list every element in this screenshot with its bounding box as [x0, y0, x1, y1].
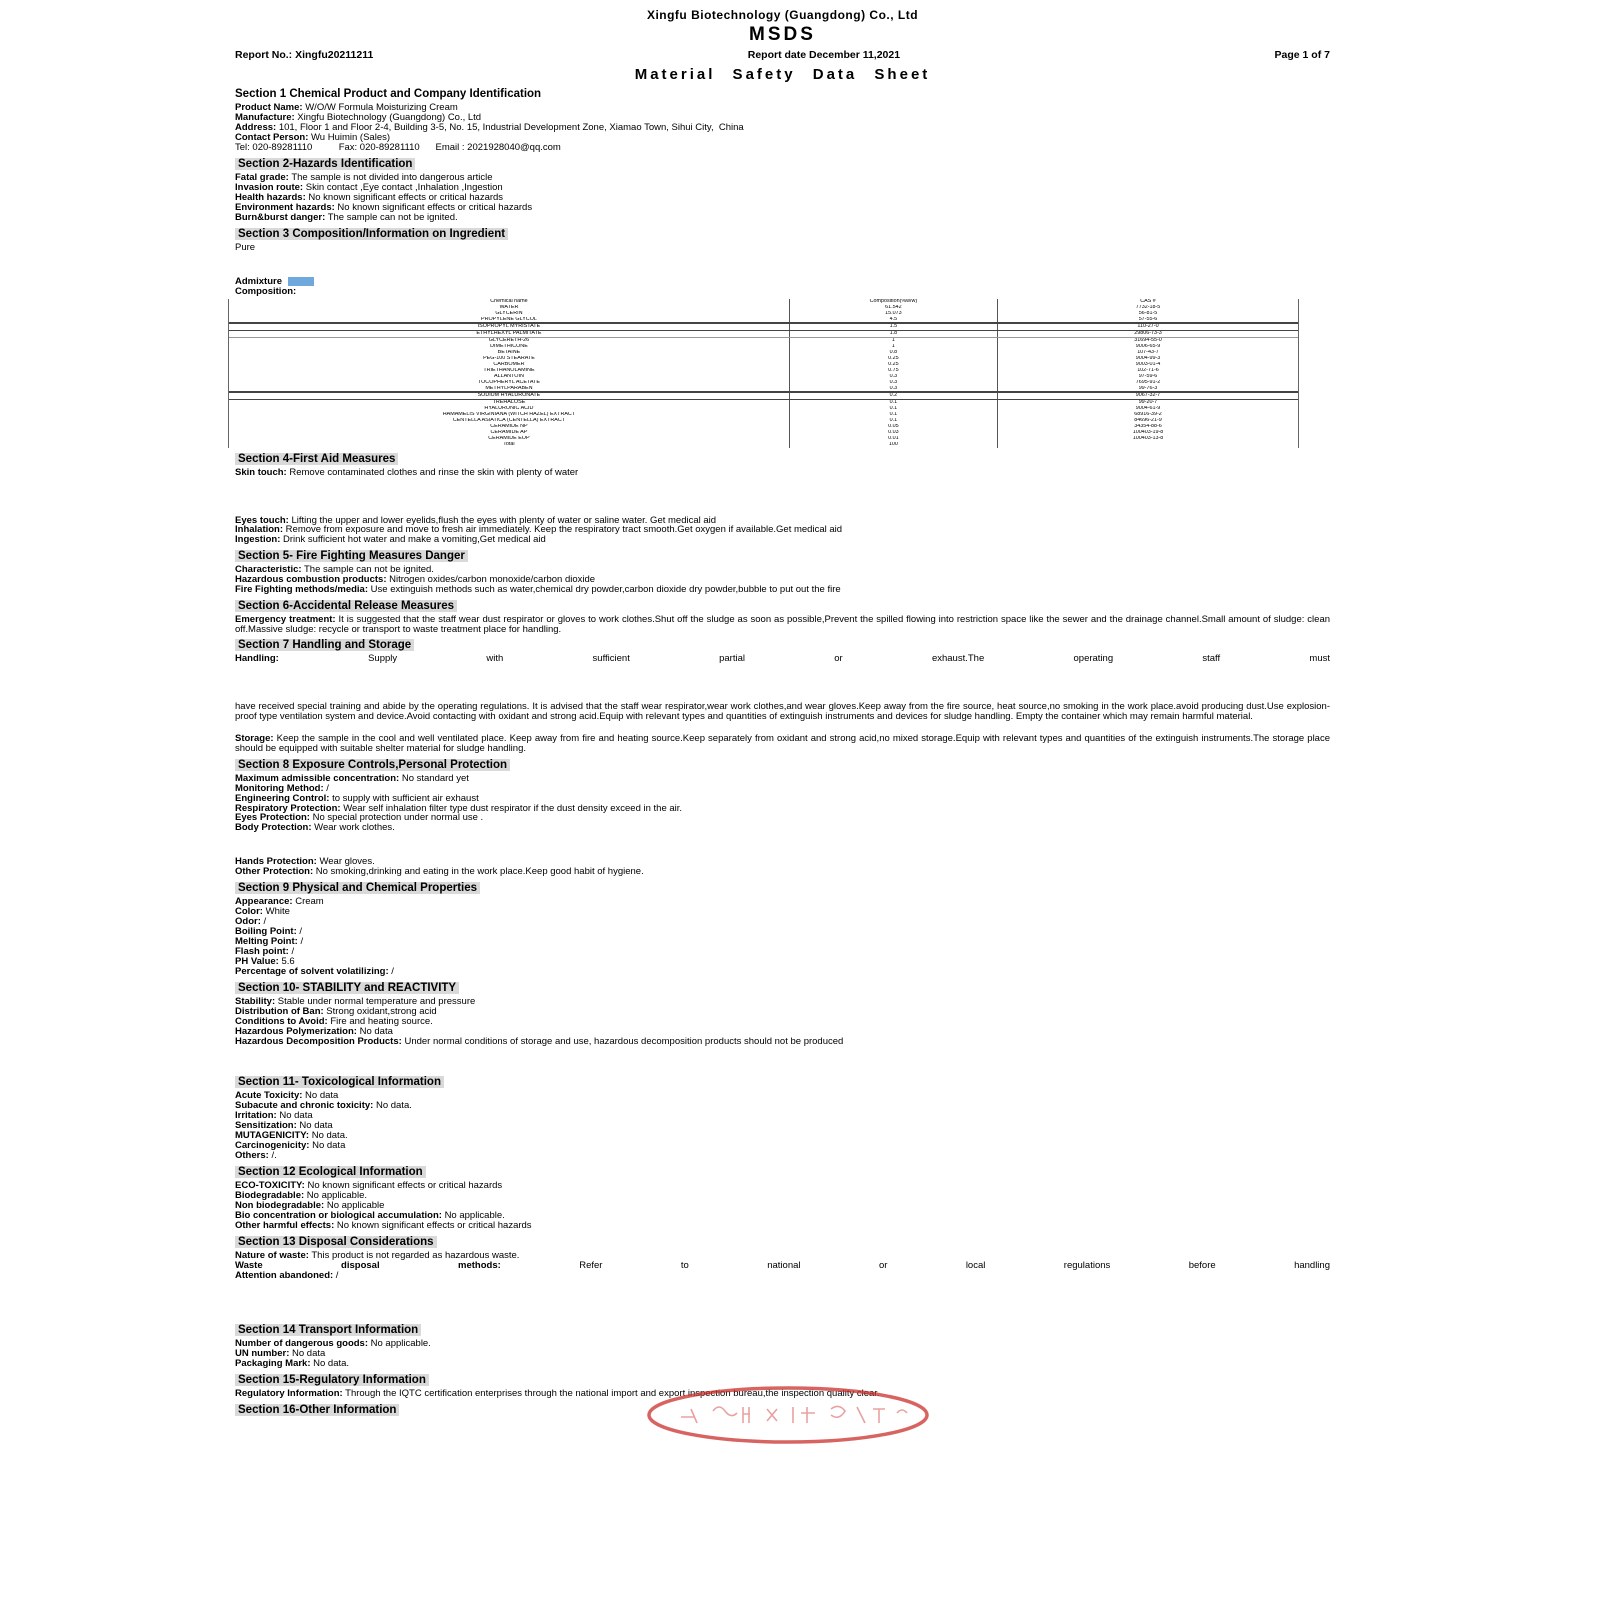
paragraph: [235, 1037, 1330, 1047]
table-cell-pct: 1: [789, 344, 998, 350]
table-cell-cas: 100403-19-8: [1132, 429, 1164, 435]
section-heading-row: [235, 1236, 1330, 1249]
field-value: Through the IQTC certification enterprises through the national import and export inspection bureau,the inspection quality clear.: [345, 1387, 880, 1399]
field-value: Pure: [235, 241, 256, 253]
field-line: [235, 897, 1330, 907]
field-value: Keep the sample in the cool and well ventilated place. Keep away from fire and heating source.Keep separately from oxidant and strong acid,no mixed storage.Equip with relevant types and quantities of the extinguish instruments.The storage place should be equipped with suitable shelter material for sludge handling.: [235, 732, 1333, 754]
field-value: 101, Floor 1 and Floor 2-4, Building 3-5, No. 15, Industrial Development Zone, Xiamao Town, Sihui City, China: [278, 122, 744, 133]
field-label: Subacute and chronic toxicity:: [235, 1099, 374, 1111]
table-cell-cas: 100403-13-8: [1132, 435, 1164, 441]
field-label: Engineering Control:: [235, 792, 330, 804]
field-label: Handling:: [235, 653, 279, 665]
section-heading: Section 9 Physical and Chemical Properties: [235, 882, 480, 894]
field-label: Environment hazards:: [235, 201, 335, 213]
field-label: PH Value:: [235, 956, 279, 968]
section-heading: Section 11- Toxicological Information: [235, 1076, 444, 1088]
section-heading-row: [235, 982, 1330, 995]
table-cell-name: HAMAMELIS VIRGINIANA (WITCH HAZEL) EXTRACT: [442, 412, 576, 418]
table-header-cell: Composition(%w/w): [789, 299, 998, 305]
table-cell-pct: 15.073: [789, 311, 998, 317]
report-date: Report date December 11,2021: [747, 49, 901, 61]
field-line: [235, 1111, 1330, 1121]
field-value: Use extinguish methods such as water,chemical dry powder,carbon dioxide dry powder,bubble to put out the fire: [370, 583, 841, 595]
field-label: Other Protection:: [235, 866, 314, 878]
field-label: Eyes Protection:: [235, 812, 310, 824]
table-cell-cas: [998, 442, 1298, 448]
table-cell-name: Total: [503, 441, 515, 447]
field-line: [235, 1151, 1330, 1161]
field-line: [235, 813, 1330, 823]
field-label: Emergency treatment:: [235, 613, 336, 625]
table-cell-pct: 1.8: [789, 331, 998, 337]
company-name: Xingfu Biotechnology (Guangdong) Co., Ltd: [646, 8, 919, 22]
field-label: Address:: [235, 122, 277, 133]
field-value: Xingfu Biotechnology (Guangdong) Co., Ltd: [297, 112, 482, 123]
field-value: Wear self inhalation filter type dust respirator if the dust density exceed in the air.: [343, 802, 683, 814]
table-cell-name: PEG-100 STEARATE: [483, 355, 535, 361]
field-line: [235, 907, 1330, 917]
table-cell-pct: 1.5: [789, 324, 998, 330]
table-cell-cas: 107-43-7: [1137, 350, 1159, 356]
field-label: Nature of waste:: [235, 1249, 309, 1261]
table-cell-name: TREHALOSE: [492, 400, 526, 406]
table-cell-pct: 4.5: [789, 317, 998, 323]
table-cell-cas: 9067-32-7: [1135, 393, 1161, 399]
table-cell-pct: 0.75: [789, 368, 998, 374]
table-cell-name: PROPYLENE GLYCOL: [480, 316, 537, 322]
document-content: [235, 8, 1333, 1419]
field-label: Melting Point:: [235, 936, 298, 948]
field-label: Regulatory Information:: [235, 1387, 343, 1399]
field-line: [235, 213, 1330, 223]
section-heading-row: [235, 88, 1330, 101]
field-line: [235, 654, 1330, 664]
section-heading: Section 12 Ecological Information: [235, 1166, 426, 1178]
table-cell-pct: 0.3: [789, 380, 998, 386]
table-row: [229, 331, 1298, 338]
field-label: Boiling Point:: [235, 926, 297, 938]
field-value: The sample is not divided into dangerous article: [291, 171, 493, 183]
table-cell-name: CERAMIDE NP: [490, 423, 528, 429]
table-cell-name: ETHYLHEXYL PALMITATE: [476, 331, 542, 337]
field-value: /: [299, 926, 303, 938]
section-heading: Section 16-Other Information: [235, 1404, 399, 1416]
field-value: No data: [305, 1089, 339, 1101]
section-heading-row: [235, 228, 1330, 241]
paragraph: [235, 1389, 1330, 1399]
paragraph: [235, 732, 1333, 754]
field-line: [235, 774, 1330, 784]
field-label: Composition:: [235, 285, 297, 297]
spacer: [235, 478, 1330, 516]
table-cell-cas: 7695-91-2: [1135, 379, 1161, 385]
section-heading: Section 1 Chemical Product and Company Identification: [235, 88, 542, 100]
doc-type: MSDS: [749, 24, 816, 45]
field-label: Product Name:: [235, 102, 303, 113]
field-value: No data: [312, 1139, 346, 1151]
table-cell-pct: 0.8: [789, 350, 998, 356]
field-line: [235, 1191, 1330, 1201]
table-cell-name: GLYCERETH-26: [488, 338, 530, 344]
paragraph: [235, 585, 1330, 595]
field-value: Remove contaminated clothes and rinse the skin with plenty of water: [289, 466, 579, 478]
field-value: /: [300, 936, 304, 948]
section-heading-row: [235, 600, 1330, 613]
report-number: Report No.: Xingfu20211211: [235, 49, 374, 61]
table-cell-name: SODIUM HYALURONATE: [477, 393, 541, 399]
paragraph: [235, 702, 1330, 722]
table-cell-pct: 0.1: [789, 412, 998, 418]
section-heading-row: [235, 882, 1330, 895]
table-cell-pct: 0.01: [789, 436, 998, 442]
table-cell-name: GLYCERIN: [495, 310, 523, 316]
section-heading: Section 13 Disposal Considerations: [235, 1236, 437, 1248]
field-value: /: [263, 916, 267, 928]
field-label: Hazardous Decomposition Products:: [235, 1036, 402, 1048]
field-value: Lifting the upper and lower eyelids,flush the eyes with plenty of water or saline water. Get medical aid: [291, 514, 717, 526]
section-heading: Section 2-Hazards Identification: [235, 158, 415, 170]
field-line: [235, 937, 1330, 947]
field-label: Percentage of solvent volatilizing:: [235, 966, 389, 978]
table-cell-pct: 0.1: [789, 406, 998, 412]
table-cell-pct: 0.3: [789, 386, 998, 392]
spacer: [235, 833, 1330, 857]
table-row: [229, 442, 1298, 448]
field-label: Hands Protection:: [235, 856, 317, 868]
field-value: Refer to national or local regulations before handling: [579, 1259, 1330, 1271]
section-heading: Section 15-Regulatory Information: [235, 1374, 429, 1386]
table-cell-cas: 68916-39-2: [1134, 412, 1162, 418]
field-label: Health hazards:: [235, 191, 306, 203]
report-line: [235, 49, 1330, 61]
table-cell-name: ALLANTOIN: [494, 373, 524, 379]
field-value: It is suggested that the staff wear dust respirator or gloves to work clothes.Shut off the sludge as soon as possible,Prevent the spilled flowing into restriction space like the sewer and the drainage channel.Small amount of sludge: clean off.Massive sludge: recycle or transport to waste treatment place for handling.: [235, 613, 1333, 635]
field-value: W/O/W Formula Moisturizing Cream: [305, 102, 458, 113]
field-value: Tel: 020-89281110 Fax: 020-89281110 Email : 2021928040@qq.com: [235, 141, 561, 153]
table-header-cell: Chemical name: [490, 298, 528, 304]
field-line: [235, 947, 1330, 957]
field-value: Nitrogen oxides/carbon monoxide/carbon dioxide: [389, 574, 596, 586]
field-label: Ingestion:: [235, 534, 281, 546]
field-label: Appearance:: [235, 896, 293, 908]
field-value: /: [291, 946, 295, 958]
field-value: No applicable.: [370, 1337, 431, 1349]
field-label: Burn&burst danger:: [235, 211, 326, 223]
section-heading: Section 3 Composition/Information on Ingredient: [235, 228, 508, 240]
table-row: [229, 392, 1298, 400]
field-value: This product is not regarded as hazardous waste.: [311, 1249, 520, 1261]
field-line: [235, 823, 1330, 833]
field-value: The sample can not be ignited.: [327, 211, 458, 223]
field-label: Acute Toxicity:: [235, 1089, 303, 1101]
field-line: [235, 1221, 1330, 1231]
table-cell-name: CENTELLA ASIATICA (CENTELLA) EXTRACT: [452, 418, 566, 424]
table-cell-pct: 1: [789, 338, 998, 344]
field-line: [235, 1131, 1330, 1141]
field-value: Cream: [295, 896, 324, 908]
section-heading-row: [235, 1374, 1330, 1387]
field-line: [235, 1339, 1330, 1349]
spacer: [235, 1281, 1330, 1319]
table-cell-cas: 9004-61-9: [1135, 406, 1161, 412]
field-value: /: [391, 966, 394, 978]
section-heading-row: [235, 550, 1330, 563]
paragraph: [235, 123, 1330, 133]
table-cell-name: TOCOPHERYL ACETATE: [477, 379, 540, 385]
field-label: Waste disposal methods:: [235, 1259, 501, 1271]
table-header-cell: CAS #: [1140, 298, 1156, 304]
table-cell-pct: 0.25: [789, 362, 998, 368]
field-line: [235, 243, 1330, 253]
section-heading: Section 7 Handling and Storage: [235, 639, 414, 651]
spacer: [235, 1047, 1330, 1071]
admixture-line: [235, 277, 1330, 287]
field-label: Hazardous combustion products:: [235, 574, 387, 586]
field-line: [235, 1271, 1330, 1281]
field-value: No data: [292, 1347, 326, 1359]
field-line: [235, 143, 1330, 153]
section-heading: Section 14 Transport Information: [235, 1324, 421, 1336]
field-value: No data: [279, 1109, 313, 1121]
field-value: Under normal conditions of storage and use, hazardous decomposition products should not be produced: [404, 1036, 844, 1048]
section-heading: Section 4-First Aid Measures: [235, 453, 398, 465]
field-label: ECO-TOXICITY:: [235, 1179, 305, 1191]
field-label: Irritation:: [235, 1109, 277, 1121]
table-cell-pct: 61.542: [789, 305, 998, 311]
section-heading-row: [235, 1404, 1330, 1417]
field-value: The sample can not be ignited.: [304, 564, 434, 576]
paragraph: [235, 867, 1330, 877]
field-value: Skin contact ,Eye contact ,Inhalation ,Ingestion: [305, 181, 503, 193]
table-cell-cas: 110-27-0: [1137, 324, 1159, 330]
field-label: Invasion route:: [235, 181, 304, 193]
table-cell-cas: 57-55-6: [1138, 316, 1158, 322]
section-heading-row: [235, 158, 1330, 171]
composition-table: [228, 299, 1299, 448]
field-label: Respiratory Protection:: [235, 802, 341, 814]
field-value: Stable under normal temperature and pressure: [277, 996, 476, 1008]
table-cell-pct: 0.05: [789, 424, 998, 430]
table-cell-cas: 99-76-3: [1138, 385, 1158, 391]
table-cell-name: CARBOMER: [493, 361, 525, 367]
field-label: Others:: [235, 1149, 269, 1161]
field-value: Remove from exposure and move to fresh air immediately. Keep the respiratory tract smooth.Get oxygen if available.Get medical aid: [285, 524, 843, 536]
field-value: Wear work clothes.: [314, 822, 395, 834]
table-cell-name: HYALURONIC ACID: [484, 406, 534, 412]
section-heading-row: [235, 1166, 1330, 1179]
table-cell-name: TRIETHANOLAMINE: [483, 367, 535, 373]
table-cell-pct: 0.1: [789, 418, 998, 424]
table-cell-cas: 56-81-5: [1138, 310, 1158, 316]
field-label: Stability:: [235, 996, 276, 1008]
field-label: Odor:: [235, 916, 261, 928]
field-value: Strong oxidant,strong acid: [326, 1006, 437, 1018]
field-value: to supply with sufficient air exhaust: [332, 792, 479, 804]
field-line: [235, 1017, 1330, 1027]
section-heading-row: [235, 759, 1330, 772]
field-value: Drink sufficient hot water and make a vomiting,Get medical aid: [283, 534, 546, 546]
table-cell-pct: 0.03: [789, 430, 998, 436]
field-line: [235, 1121, 1330, 1131]
field-value: No known significant effects or critical hazards: [336, 1219, 532, 1231]
table-cell-cas: 99-20-7: [1138, 400, 1158, 406]
field-value: Wear gloves.: [319, 856, 375, 868]
field-label: Non biodegradable:: [235, 1199, 325, 1211]
field-value: No data.: [313, 1357, 350, 1369]
field-label: MUTAGENICITY:: [235, 1129, 310, 1141]
field-line: [235, 1181, 1330, 1191]
field-label: Eyes touch:: [235, 514, 289, 526]
field-label: Characteristic:: [235, 564, 302, 576]
field-value: No data: [359, 1026, 393, 1038]
table-cell-name: ISOPROPYL MYRISTATE: [477, 324, 541, 330]
field-label: Maximum admissible concentration:: [235, 772, 400, 784]
section-heading: Section 5- Fire Fighting Measures Danger: [235, 550, 468, 562]
field-label: Distribution of Ban:: [235, 1006, 324, 1018]
field-label: Carcinogenicity:: [235, 1139, 310, 1151]
field-line: [235, 957, 1330, 967]
field-value: No data.: [311, 1129, 348, 1141]
table-cell-pct: 0.25: [789, 356, 998, 362]
field-line: [235, 927, 1330, 937]
table-cell-cas: 84696-21-9: [1134, 418, 1162, 424]
table-cell-name: METHYLPARABEN: [485, 385, 533, 391]
table-row: [229, 323, 1298, 331]
table-cell-pct: 0.2: [789, 393, 998, 399]
field-label: Hazardous Polymerization:: [235, 1026, 357, 1038]
table-cell-pct: 0.1: [789, 400, 998, 406]
page-number: Page 1 of 7: [1274, 49, 1330, 61]
field-line: [235, 535, 1330, 545]
field-label: Number of dangerous goods:: [235, 1337, 368, 1349]
field-label: Biodegradable:: [235, 1189, 305, 1201]
field-label: UN number:: [235, 1347, 290, 1359]
table-row: [229, 317, 1298, 324]
field-label: Monitoring Method:: [235, 782, 324, 794]
field-label: Fatal grade:: [235, 171, 289, 183]
field-value: No data.: [375, 1099, 412, 1111]
field-label: Inhalation:: [235, 524, 284, 536]
field-value: No known significant effects or critical hazards: [307, 1179, 503, 1191]
field-value: No smoking,drinking and eating in the work place.Keep good habit of hygiene.: [315, 866, 644, 878]
section-heading-row: [235, 639, 1330, 652]
field-value: /: [335, 1269, 339, 1281]
field-value: /: [326, 782, 329, 794]
field-value: 5.6: [281, 956, 295, 968]
table-cell-cas: 31694-55-0: [1134, 338, 1162, 344]
table-cell-cas: 9004-99-3: [1135, 355, 1161, 361]
field-label: Attention abandoned:: [235, 1269, 334, 1281]
field-line: [235, 917, 1330, 927]
table-row: [229, 386, 1298, 393]
field-line: [235, 967, 1330, 977]
field-label: Packaging Mark:: [235, 1357, 311, 1369]
table-cell-name: BETAINE: [497, 350, 521, 356]
field-value: No known significant effects or critical hazards: [337, 201, 533, 213]
table-cell-cas: 9003-01-4: [1135, 361, 1161, 367]
field-label: Other harmful effects:: [235, 1219, 335, 1231]
field-label: Manufacture:: [235, 112, 295, 123]
field-line: [235, 1101, 1330, 1111]
table-cell-cas: 9006-65-9: [1135, 344, 1161, 350]
field-label: Storage:: [235, 732, 274, 744]
table-cell-name: CERAMIDE AP: [490, 429, 528, 435]
field-label: Body Protection:: [235, 822, 312, 834]
field-value: Wu Huimin (Sales): [311, 131, 391, 143]
paragraph: [235, 613, 1333, 635]
section-heading-row: [235, 1324, 1330, 1337]
field-value: have received special training and abide by the operating regulations. It is advised that the staff wear respirator,wear work clothes,and wear gloves.Keep away from the fire source, heat source,no smoking in the work place.avoid producing dust.Use explosion-proof type ventilation system and device.Avoid contacting with oxidant and strong acid.Equip with relevant types and quantities of extinguish instruments and devices for sludge handling. Empty the container which may remain harmful material.: [235, 701, 1330, 723]
field-label: Bio concentration or biological accumulation:: [235, 1209, 442, 1221]
field-value: White: [265, 906, 290, 918]
spacer: [235, 253, 1330, 277]
table-cell-cas: 7732-18-5: [1135, 304, 1161, 310]
table-cell-cas: 34354-88-6: [1134, 423, 1162, 429]
field-value: No applicable: [326, 1199, 385, 1211]
field-label: Conditions to Avoid:: [235, 1016, 328, 1028]
section-heading: Section 10- STABILITY and REACTIVITY: [235, 982, 459, 994]
table-cell-pct: 100: [789, 442, 998, 448]
field-label: Sensitization:: [235, 1119, 297, 1131]
field-value: No standard yet: [401, 772, 469, 784]
field-value: No applicable.: [306, 1189, 368, 1201]
field-label: Flash point:: [235, 946, 289, 958]
field-value: /.: [271, 1149, 277, 1161]
table-cell-cas: 29806-73-3: [1134, 331, 1162, 337]
field-line: [235, 287, 1330, 297]
section-heading-row: [235, 453, 1330, 466]
table-cell-cas: 97-59-6: [1138, 373, 1158, 379]
field-value: No applicable.: [444, 1209, 505, 1221]
field-label: Fire Fighting methods/media:: [235, 583, 369, 595]
field-line: [235, 1359, 1330, 1369]
section-heading-row: [235, 1076, 1330, 1089]
spacer: [235, 664, 1330, 702]
field-line: [235, 1349, 1330, 1359]
field-value: Fire and heating source.: [330, 1016, 433, 1028]
section-heading: Section 6-Accidental Release Measures: [235, 600, 457, 612]
section-heading: Section 8 Exposure Controls,Personal Protection: [235, 759, 510, 771]
table-cell-name: CERAMIDE EOP: [488, 435, 530, 441]
paragraph: [235, 1261, 1330, 1271]
field-value: No data: [299, 1119, 333, 1131]
document-body: [235, 88, 1333, 1417]
field-value: No known significant effects or critical hazards: [308, 191, 504, 203]
table-cell-cas: 102-71-6: [1137, 367, 1159, 373]
field-label: Skin touch:: [235, 466, 287, 478]
field-label: Admixture: [235, 275, 282, 287]
document-title: Material Safety Data Sheet: [634, 66, 931, 83]
field-line: [235, 1141, 1330, 1151]
field-value: Supply with sufficient partial or exhaust.The operating staff must: [368, 653, 1330, 665]
field-label: Color:: [235, 906, 263, 918]
field-value: No special protection under normal use .: [312, 812, 484, 824]
table-cell-name: WATER: [499, 304, 519, 310]
table-cell-pct: 0.3: [789, 374, 998, 380]
field-label: Contact Person:: [235, 131, 309, 143]
field-line: [235, 468, 1330, 478]
table-cell-name: DIMETHICONE: [490, 344, 528, 350]
admixture-checked-flag: [288, 277, 314, 286]
